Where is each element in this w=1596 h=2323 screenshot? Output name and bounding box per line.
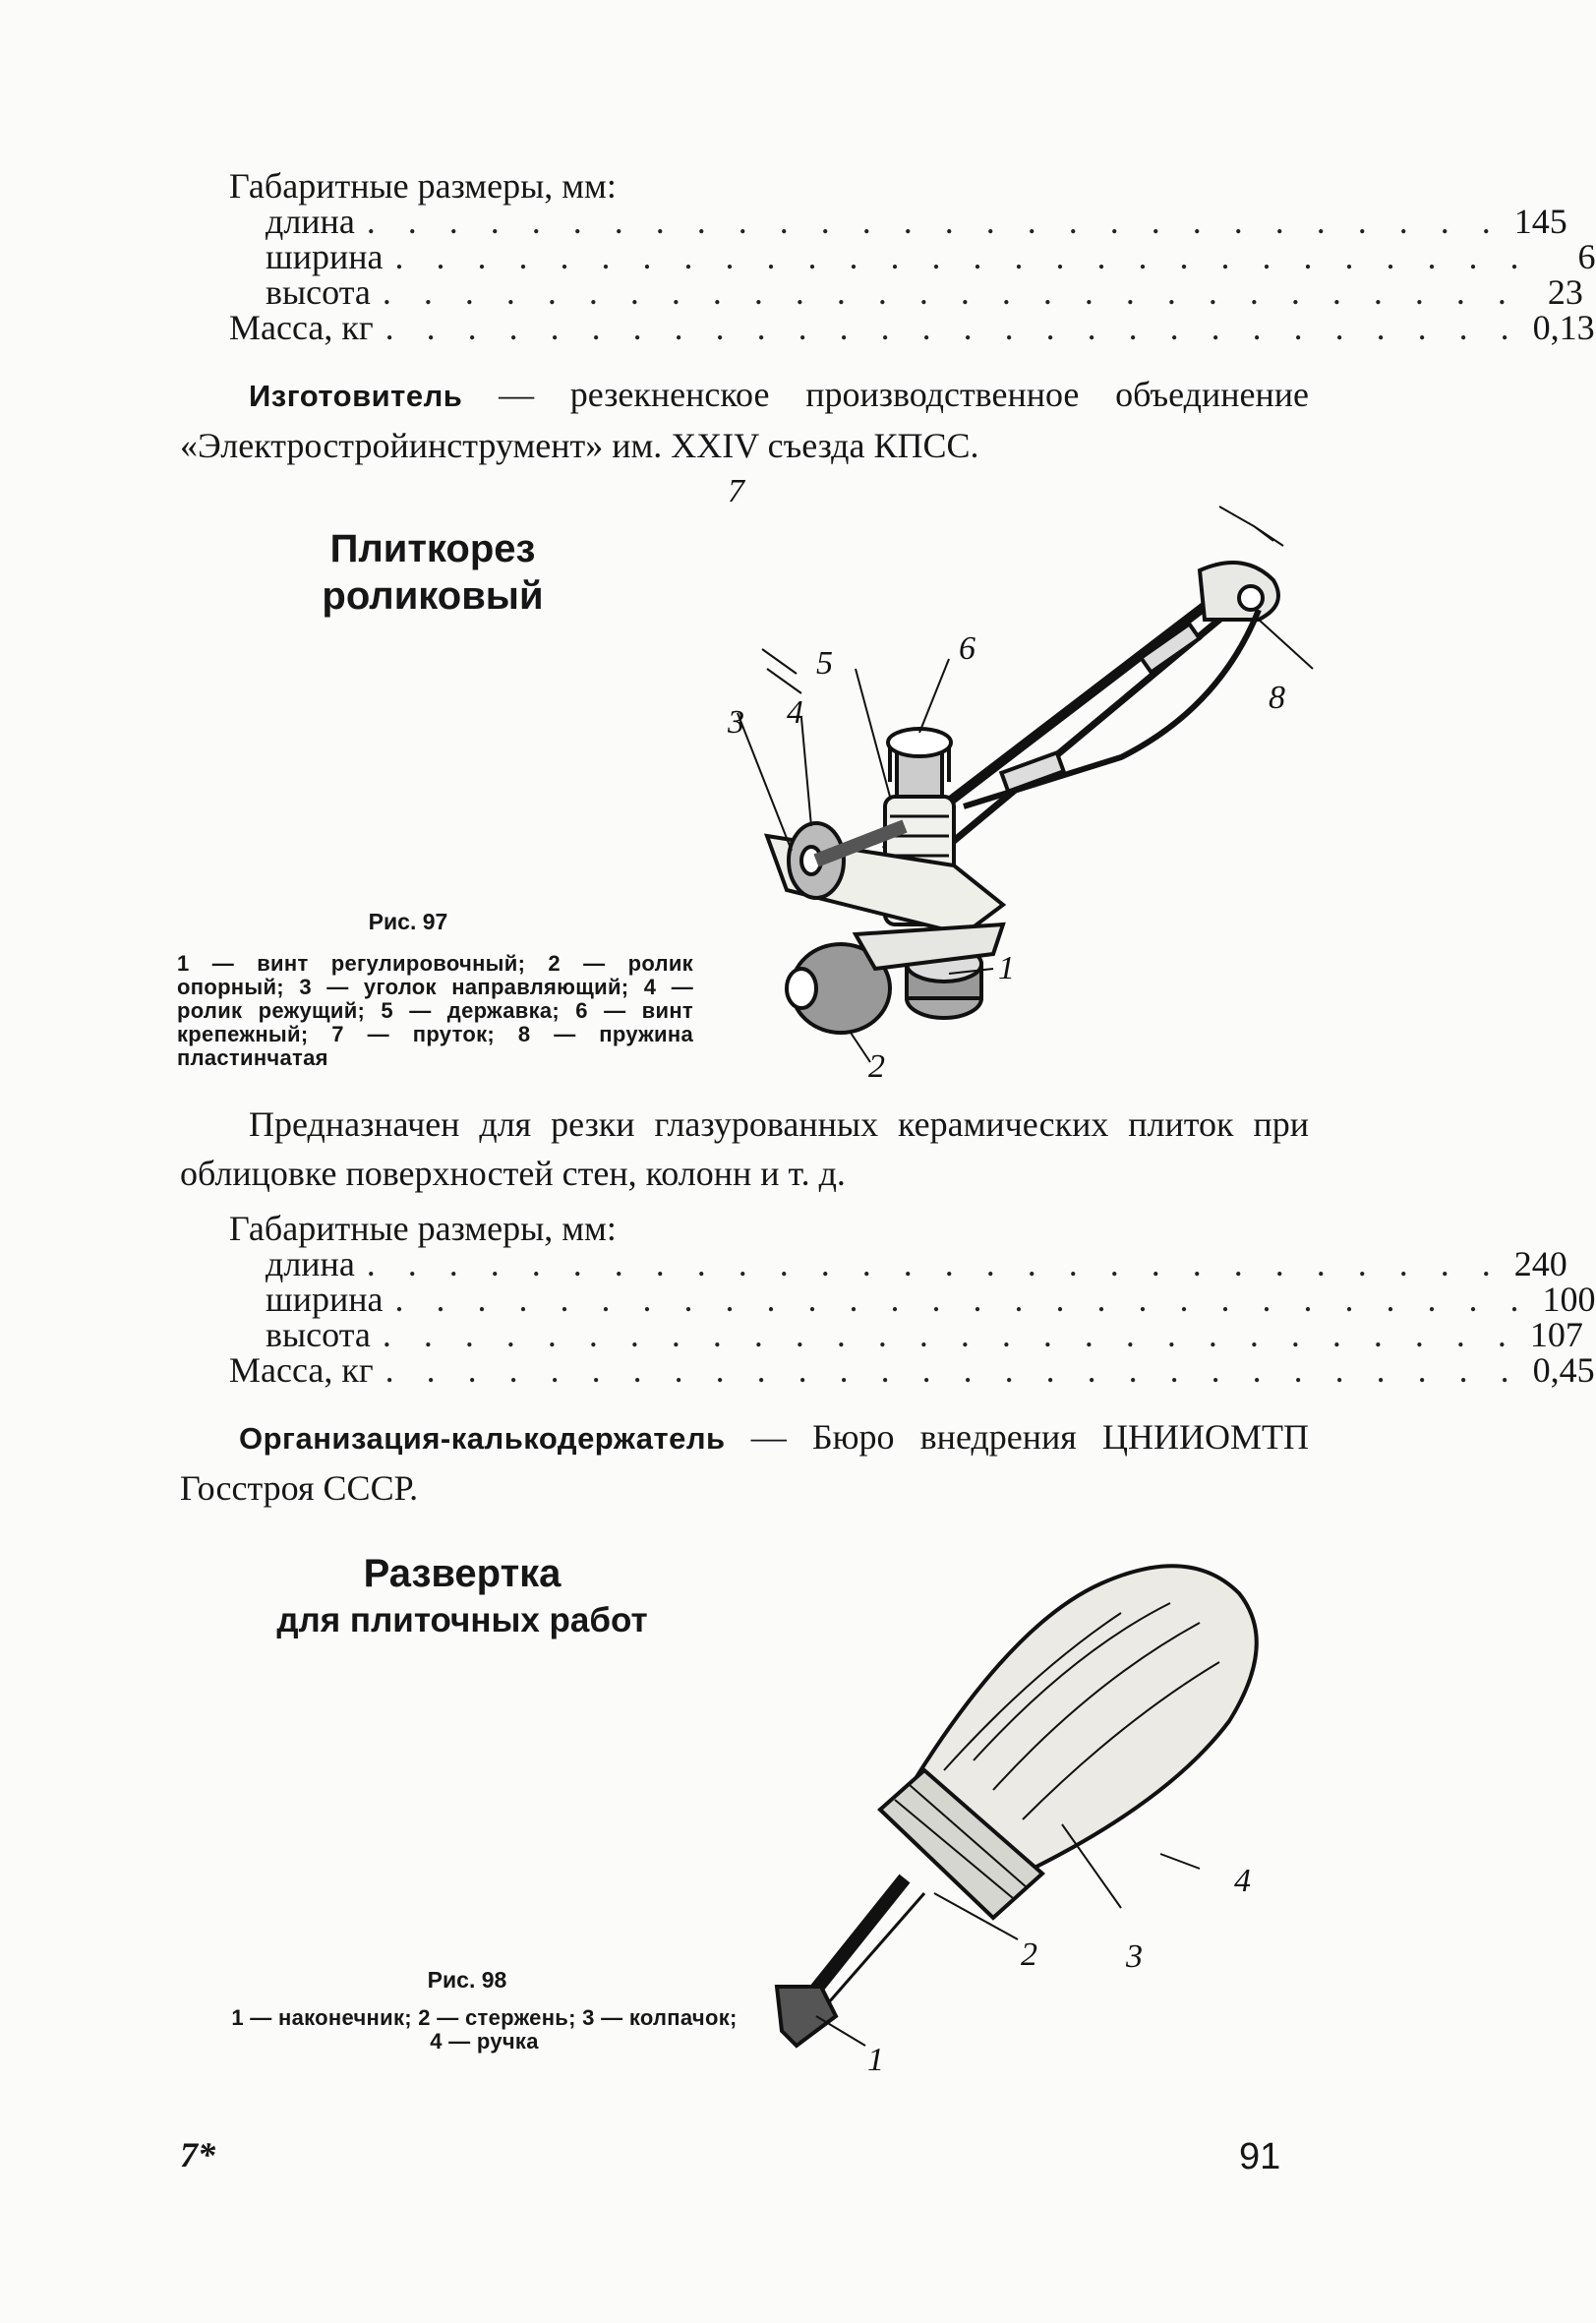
specs-heading-1: Габаритные размеры, мм: [229,166,617,206]
figure-caption-97: 1 — винт регулировочный; 2 — ролик опорный; 3 — уголок направляющий; 4 — ролик режущий; 5 — державка; 6 — винт крепежный; 7 — пруток; 8 — пружина пластинчатая [177,951,693,1070]
callout-6: 6 [959,630,975,667]
organization-label: Организация-калькодержатель [239,1421,726,1456]
callout-8: 8 [1269,680,1285,716]
tile-cutter-description: Предназначен для резки глазурованных керамических плиток при облицовке поверхностей стен, колонн и т. д. [180,1104,1309,1193]
spec-label: высота [266,272,371,312]
title-line: роликовый [322,574,544,618]
reamer-callout-4: 4 [1234,1863,1251,1899]
spec-row-length-2: длина . . . . . . . . . . . . . . . . . . . . . . . . . . . . 240 [266,1244,1567,1283]
signature-mark: 7* [180,2135,215,2174]
spec-label: высота [266,1315,371,1354]
end-pin [1239,586,1263,610]
spec-value: 107 [1529,1315,1583,1354]
callout-3: 3 [728,704,744,741]
organization-paragraph [180,1412,1309,1513]
spec-label: длина [266,1244,355,1283]
spec-row-mass-2: Масса, кг . . . . . . . . . . . . . . . . . . . . . . . . . . . . 0,45 [229,1350,1595,1390]
figure-caption-98: 1 — наконечник; 2 — стержень; 3 — колпачок; 4 — ручка [231,2005,738,2054]
reamer-callout-3: 3 [1126,1938,1143,1975]
organization-text: — Бюро внедрения ЦНИИОМТП Госстроя СССР. [180,1417,1309,1508]
figure-label-97: Рис. 97 [368,909,448,934]
specs-heading-2: Габаритные размеры, мм: [229,1209,617,1248]
callout-1: 1 [998,950,1015,986]
title-line: для плиточных работ [276,1601,648,1639]
spec-value: 145 [1513,202,1567,241]
reamer-callout-2: 2 [1021,1936,1037,1973]
spec-row-length-1: длина . . . . . . . . . . . . . . . . . . . . . . . . . . . . 145 [266,202,1567,241]
callout-5: 5 [816,645,833,682]
spec-label: Масса, кг [229,1350,374,1390]
spec-label: ширина [266,237,384,276]
title-line: Развертка [363,1552,562,1595]
section-title-reamer [246,1550,679,1644]
spec-value: 240 [1513,1244,1567,1283]
page-number: 91 [1239,2136,1281,2177]
spec-value: 6 [1577,237,1596,276]
spec-value: 0,45 [1532,1350,1595,1390]
title-line: Плиткорез [329,527,536,570]
manufacturer-paragraph [180,370,1309,470]
section-title-tile-cutter [285,525,580,620]
reamer-illustration [777,1554,1328,2105]
callout-2: 2 [868,1048,885,1085]
spec-label: длина [266,202,355,241]
spec-label: ширина [266,1280,384,1319]
spec-value: 100 [1542,1280,1596,1319]
callout-7: 7 [728,473,744,509]
tile-cutter-illustration [708,473,1298,1085]
reamer-tip [777,1987,836,2046]
spec-value: 23 [1547,272,1583,312]
callout-4: 4 [787,694,803,731]
manufacturer-label: Изготовитель [249,379,463,413]
spec-row-height-2: высота . . . . . . . . . . . . . . . . . . . . . . . . . . . . 107 [266,1315,1583,1354]
manufacturer-text: — резекненское производственное объединение «Электростройинструмент» им. XXIV съезда КПСС. [180,375,1309,465]
figure-label-98: Рис. 98 [427,1967,507,1993]
reamer-rod [806,1878,905,2001]
spec-row-mass-1: Масса, кг . . . . . . . . . . . . . . . . . . . . . . . . . . . . 0,13 [229,308,1595,347]
spec-row-height-1: высота . . . . . . . . . . . . . . . . . . . . . . . . . . . . 23 [266,272,1583,312]
spec-label: Масса, кг [229,308,374,347]
reamer-callout-1: 1 [867,2042,884,2078]
spec-row-width-2: ширина . . . . . . . . . . . . . . . . . . . . . . . . . . . . 100 [266,1280,1596,1319]
spec-value: 0,13 [1532,308,1595,347]
spec-row-width-1: ширина . . . . . . . . . . . . . . . . . . . . . . . . . . . . 6 [266,237,1596,276]
fixing-screw-cap [888,729,951,756]
